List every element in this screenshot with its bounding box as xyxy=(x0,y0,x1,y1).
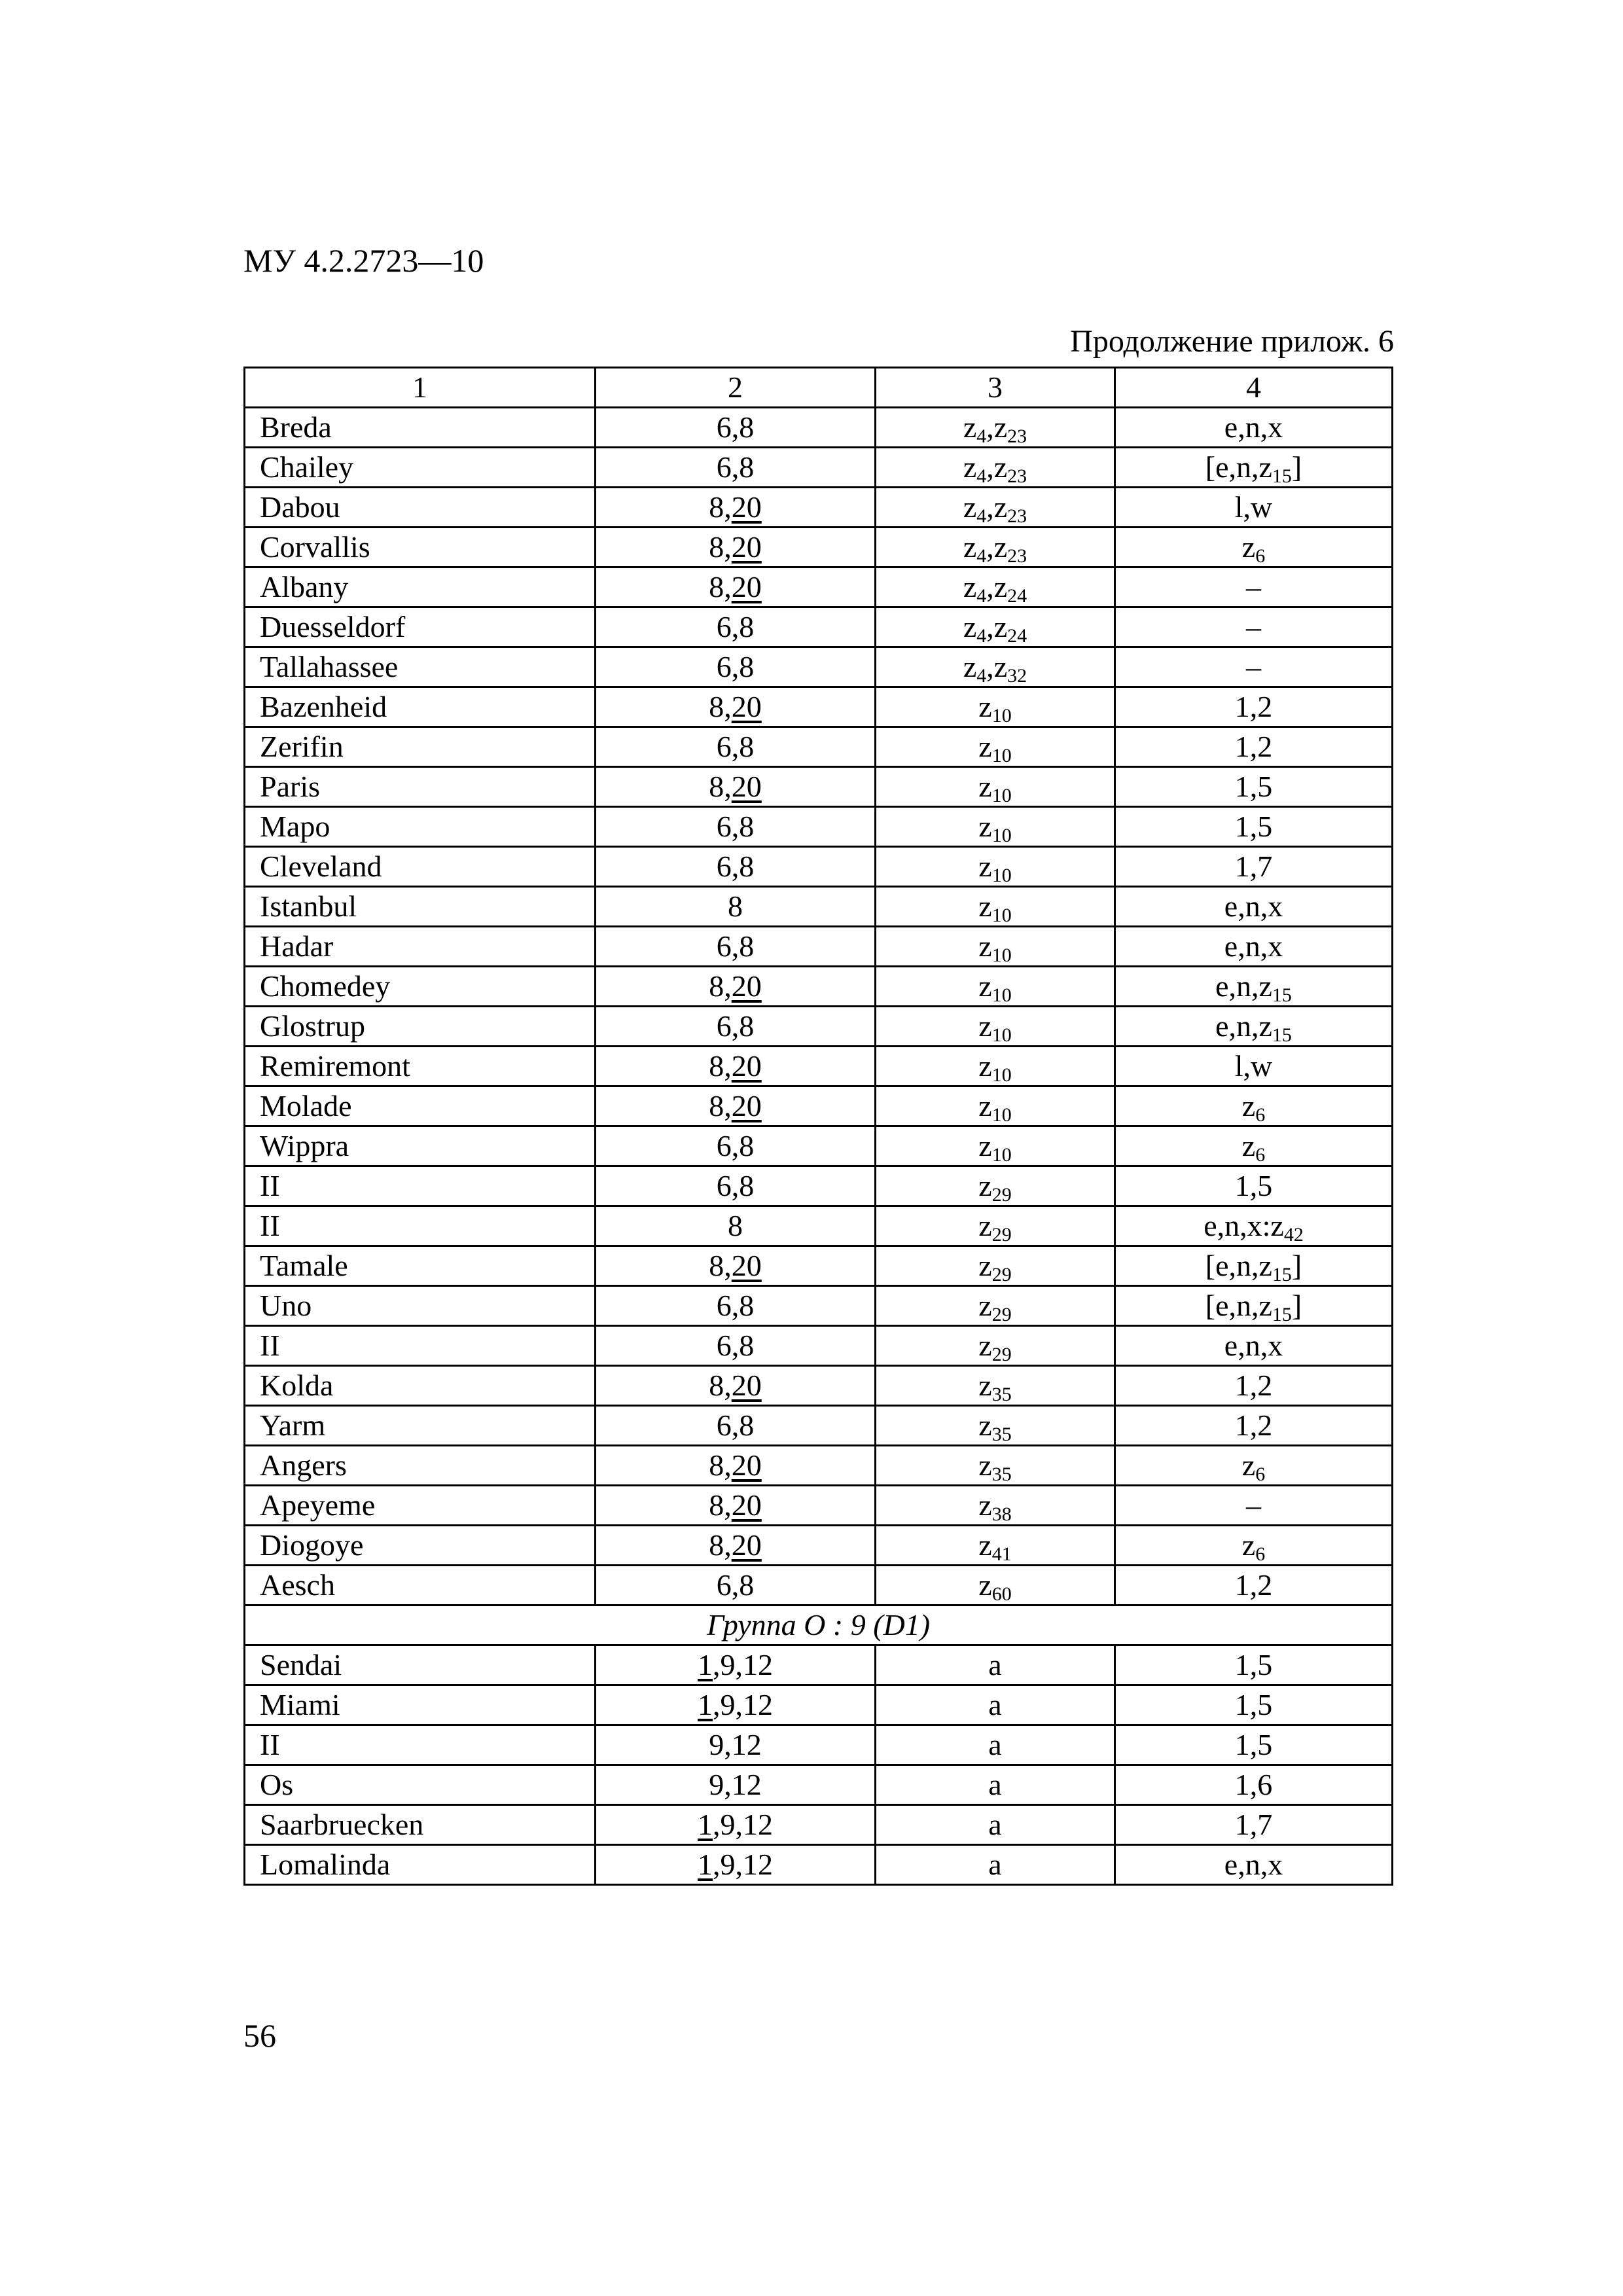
o-antigen-cell: 6,8 xyxy=(596,1406,876,1446)
h-antigen-phase1-cell: a xyxy=(876,1645,1115,1685)
h-antigen-phase2-cell: e,n,x xyxy=(1115,408,1393,448)
o-antigen-cell: 6,8 xyxy=(596,1166,876,1206)
serovar-name-cell: Istanbul xyxy=(245,887,596,927)
serovar-name-cell: Paris xyxy=(245,767,596,807)
h-antigen-phase2-cell: 1,5 xyxy=(1115,1645,1393,1685)
h-antigen-phase2-cell: 1,7 xyxy=(1115,1805,1393,1845)
serovar-name-cell: II xyxy=(245,1206,596,1246)
h-antigen-phase1-cell: $z_{29}$ xyxy=(876,1246,1115,1286)
table-row xyxy=(245,607,1393,647)
o-antigen-cell: 8,20 xyxy=(596,488,876,528)
group-header-row xyxy=(245,1605,1393,1645)
h-antigen-phase1-cell: $z_4,z_{24}$ xyxy=(876,607,1115,647)
h-antigen-phase2-cell: 1,2 xyxy=(1115,1366,1393,1406)
h-antigen-phase2-cell: 1,2 xyxy=(1115,727,1393,767)
o-antigen-cell: 8 xyxy=(596,887,876,927)
h-antigen-phase1-cell: $z_{10}$ xyxy=(876,1007,1115,1047)
serovar-name-cell: Duesseldorf xyxy=(245,607,596,647)
h-antigen-phase2-cell: $z_6$ xyxy=(1115,528,1393,567)
serovar-name-cell: Dabou xyxy=(245,488,596,528)
column-header-row xyxy=(245,368,1393,408)
o-antigen-cell: 6,8 xyxy=(596,807,876,847)
serovar-name-cell: Chomedey xyxy=(245,967,596,1007)
h-antigen-phase2-cell: $z_6$ xyxy=(1115,1086,1393,1126)
serovar-name-cell: Apeyeme xyxy=(245,1486,596,1526)
serovar-name-cell: Corvallis xyxy=(245,528,596,567)
h-antigen-phase2-cell: $e,n,z_{15}$ xyxy=(1115,1007,1393,1047)
table-row xyxy=(245,767,1393,807)
h-antigen-phase2-cell: – xyxy=(1115,607,1393,647)
o-antigen-cell: 1,9,12 xyxy=(596,1845,876,1885)
serovar-name-cell: Sendai xyxy=(245,1645,596,1685)
o-antigen-cell: 8,20 xyxy=(596,1486,876,1526)
h-antigen-phase1-cell: $z_{41}$ xyxy=(876,1526,1115,1566)
table-row xyxy=(245,1566,1393,1605)
o-antigen-cell: 8,20 xyxy=(596,767,876,807)
h-antigen-phase1-cell: $z_{29}$ xyxy=(876,1286,1115,1326)
serovar-name-cell: Breda xyxy=(245,408,596,448)
o-antigen-cell: 6,8 xyxy=(596,1007,876,1047)
h-antigen-phase1-cell: $z_{35}$ xyxy=(876,1406,1115,1446)
h-antigen-phase1-cell: $z_{35}$ xyxy=(876,1366,1115,1406)
group-label: Группа O : 9 (D1) xyxy=(245,1605,1393,1645)
table-row xyxy=(245,1685,1393,1725)
table-row xyxy=(245,408,1393,448)
table-row xyxy=(245,687,1393,727)
serovar-name-cell: Glostrup xyxy=(245,1007,596,1047)
h-antigen-phase2-cell: e,n,x xyxy=(1115,1845,1393,1885)
h-antigen-phase1-cell: $z_{10}$ xyxy=(876,887,1115,927)
serovar-name-cell: Chailey xyxy=(245,448,596,488)
serovar-name-cell: II xyxy=(245,1326,596,1366)
serovar-table xyxy=(243,367,1393,1886)
table-row xyxy=(245,847,1393,887)
h-antigen-phase2-cell: e,n,x xyxy=(1115,927,1393,967)
table-row xyxy=(245,647,1393,687)
h-antigen-phase2-cell: 1,6 xyxy=(1115,1765,1393,1805)
o-antigen-cell: 6,8 xyxy=(596,448,876,488)
o-antigen-cell: 9,12 xyxy=(596,1725,876,1765)
table-body xyxy=(245,368,1393,1885)
table-row xyxy=(245,1166,1393,1206)
table-row xyxy=(245,1645,1393,1685)
h-antigen-phase2-cell: – xyxy=(1115,567,1393,607)
h-antigen-phase1-cell: a xyxy=(876,1685,1115,1725)
o-antigen-cell: 8,20 xyxy=(596,687,876,727)
o-antigen-cell: 1,9,12 xyxy=(596,1805,876,1845)
table-row xyxy=(245,887,1393,927)
h-antigen-phase1-cell: $z_{29}$ xyxy=(876,1206,1115,1246)
h-antigen-phase1-cell: $z_{10}$ xyxy=(876,1126,1115,1166)
o-antigen-cell: 6,8 xyxy=(596,1566,876,1605)
table-row xyxy=(245,1805,1393,1845)
h-antigen-phase2-cell: 1,5 xyxy=(1115,1725,1393,1765)
h-antigen-phase1-cell: $z_{38}$ xyxy=(876,1486,1115,1526)
serovar-name-cell: Tallahassee xyxy=(245,647,596,687)
table-row xyxy=(245,1526,1393,1566)
table-row xyxy=(245,1845,1393,1885)
h-antigen-phase1-cell: $z_{10}$ xyxy=(876,967,1115,1007)
serovar-name-cell: II xyxy=(245,1166,596,1206)
h-antigen-phase1-cell: $z_{29}$ xyxy=(876,1326,1115,1366)
serovar-name-cell: Miami xyxy=(245,1685,596,1725)
serovar-name-cell: Uno xyxy=(245,1286,596,1326)
table-row xyxy=(245,528,1393,567)
h-antigen-phase1-cell: $z_{35}$ xyxy=(876,1446,1115,1486)
serovar-name-cell: Saarbruecken xyxy=(245,1805,596,1845)
serovar-name-cell: Albany xyxy=(245,567,596,607)
table-row xyxy=(245,1126,1393,1166)
h-antigen-phase1-cell: $z_{10}$ xyxy=(876,847,1115,887)
h-antigen-phase2-cell: 1,2 xyxy=(1115,687,1393,727)
table-row xyxy=(245,448,1393,488)
h-antigen-phase2-cell: 1,2 xyxy=(1115,1406,1393,1446)
h-antigen-phase2-cell: $z_6$ xyxy=(1115,1526,1393,1566)
h-antigen-phase1-cell: $z_{29}$ xyxy=(876,1166,1115,1206)
table-row xyxy=(245,807,1393,847)
o-antigen-cell: 6,8 xyxy=(596,1126,876,1166)
serovar-name-cell: Hadar xyxy=(245,927,596,967)
column-header-1: 1 xyxy=(245,368,596,408)
h-antigen-phase2-cell: $[e,n,z_{15}]$ xyxy=(1115,1286,1393,1326)
h-antigen-phase2-cell: 1,5 xyxy=(1115,1685,1393,1725)
table-row xyxy=(245,488,1393,528)
table-row xyxy=(245,1086,1393,1126)
o-antigen-cell: 8,20 xyxy=(596,1047,876,1086)
h-antigen-phase1-cell: $z_{10}$ xyxy=(876,1086,1115,1126)
h-antigen-phase2-cell: 1,5 xyxy=(1115,807,1393,847)
o-antigen-cell: 6,8 xyxy=(596,1286,876,1326)
serovar-name-cell: Yarm xyxy=(245,1406,596,1446)
serovar-name-cell: Bazenheid xyxy=(245,687,596,727)
serovar-name-cell: Cleveland xyxy=(245,847,596,887)
h-antigen-phase2-cell: l,w xyxy=(1115,1047,1393,1086)
table-row xyxy=(245,1486,1393,1526)
h-antigen-phase1-cell: $z_{10}$ xyxy=(876,1047,1115,1086)
h-antigen-phase1-cell: $z_4,z_{23}$ xyxy=(876,528,1115,567)
h-antigen-phase1-cell: $z_4,z_{23}$ xyxy=(876,488,1115,528)
h-antigen-phase1-cell: $z_{10}$ xyxy=(876,927,1115,967)
table-row xyxy=(245,1406,1393,1446)
o-antigen-cell: 6,8 xyxy=(596,727,876,767)
serovar-name-cell: Diogoye xyxy=(245,1526,596,1566)
column-header-3: 3 xyxy=(876,368,1115,408)
continuation-note: Продолжение прилож. 6 xyxy=(1070,324,1394,359)
o-antigen-cell: 8,20 xyxy=(596,1526,876,1566)
o-antigen-cell: 6,8 xyxy=(596,647,876,687)
h-antigen-phase2-cell: $z_6$ xyxy=(1115,1446,1393,1486)
table-row xyxy=(245,967,1393,1007)
h-antigen-phase2-cell: e,n,x xyxy=(1115,1326,1393,1366)
table-row xyxy=(245,1725,1393,1765)
h-antigen-phase1-cell: $z_4,z_{23}$ xyxy=(876,408,1115,448)
table-row xyxy=(245,1326,1393,1366)
table-row xyxy=(245,1206,1393,1246)
o-antigen-cell: 9,12 xyxy=(596,1765,876,1805)
serovar-name-cell: Os xyxy=(245,1765,596,1805)
o-antigen-cell: 1,9,12 xyxy=(596,1685,876,1725)
h-antigen-phase2-cell: e,n,x xyxy=(1115,887,1393,927)
o-antigen-cell: 6,8 xyxy=(596,927,876,967)
document-code: МУ 4.2.2723—10 xyxy=(243,242,484,279)
o-antigen-cell: 8 xyxy=(596,1206,876,1246)
table-row xyxy=(245,1446,1393,1486)
serovar-name-cell: Remiremont xyxy=(245,1047,596,1086)
h-antigen-phase2-cell: $[e,n,z_{15}]$ xyxy=(1115,448,1393,488)
h-antigen-phase1-cell: $z_{10}$ xyxy=(876,807,1115,847)
serovar-name-cell: Tamale xyxy=(245,1246,596,1286)
h-antigen-phase2-cell: – xyxy=(1115,1486,1393,1526)
h-antigen-phase1-cell: $z_4,z_{32}$ xyxy=(876,647,1115,687)
table-row xyxy=(245,1765,1393,1805)
h-antigen-phase2-cell: l,w xyxy=(1115,488,1393,528)
o-antigen-cell: 8,20 xyxy=(596,1246,876,1286)
o-antigen-cell: 6,8 xyxy=(596,408,876,448)
h-antigen-phase1-cell: $z_4,z_{24}$ xyxy=(876,567,1115,607)
serovar-name-cell: Molade xyxy=(245,1086,596,1126)
h-antigen-phase1-cell: a xyxy=(876,1765,1115,1805)
o-antigen-cell: 1,9,12 xyxy=(596,1645,876,1685)
serovar-name-cell: Zerifin xyxy=(245,727,596,767)
h-antigen-phase1-cell: a xyxy=(876,1805,1115,1845)
table-row xyxy=(245,567,1393,607)
table-row xyxy=(245,727,1393,767)
h-antigen-phase1-cell: $z_4,z_{23}$ xyxy=(876,448,1115,488)
serovar-name-cell: Aesch xyxy=(245,1566,596,1605)
serovar-name-cell: Lomalinda xyxy=(245,1845,596,1885)
page-number: 56 xyxy=(243,2017,276,2054)
h-antigen-phase1-cell: $z_{10}$ xyxy=(876,687,1115,727)
h-antigen-phase2-cell: $e,n,z_{15}$ xyxy=(1115,967,1393,1007)
table-row xyxy=(245,1246,1393,1286)
table-row xyxy=(245,1047,1393,1086)
h-antigen-phase2-cell: 1,2 xyxy=(1115,1566,1393,1605)
h-antigen-phase1-cell: $z_{10}$ xyxy=(876,727,1115,767)
h-antigen-phase2-cell: $[e,n,z_{15}]$ xyxy=(1115,1246,1393,1286)
o-antigen-cell: 8,20 xyxy=(596,1086,876,1126)
h-antigen-phase1-cell: a xyxy=(876,1725,1115,1765)
table-row xyxy=(245,1366,1393,1406)
serovar-name-cell: Kolda xyxy=(245,1366,596,1406)
h-antigen-phase2-cell: 1,7 xyxy=(1115,847,1393,887)
h-antigen-phase1-cell: $z_{10}$ xyxy=(876,767,1115,807)
h-antigen-phase2-cell: – xyxy=(1115,647,1393,687)
o-antigen-cell: 8,20 xyxy=(596,1446,876,1486)
o-antigen-cell: 6,8 xyxy=(596,607,876,647)
h-antigen-phase2-cell: 1,5 xyxy=(1115,1166,1393,1206)
serovar-name-cell: Mapo xyxy=(245,807,596,847)
o-antigen-cell: 8,20 xyxy=(596,567,876,607)
h-antigen-phase2-cell: $e,n,x:z_{42}$ xyxy=(1115,1206,1393,1246)
serovar-name-cell: II xyxy=(245,1725,596,1765)
o-antigen-cell: 8,20 xyxy=(596,528,876,567)
serovar-name-cell: Angers xyxy=(245,1446,596,1486)
table-row xyxy=(245,1286,1393,1326)
o-antigen-cell: 6,8 xyxy=(596,1326,876,1366)
table-row xyxy=(245,1007,1393,1047)
table-row xyxy=(245,927,1393,967)
h-antigen-phase1-cell: $z_{60}$ xyxy=(876,1566,1115,1605)
h-antigen-phase2-cell: 1,5 xyxy=(1115,767,1393,807)
h-antigen-phase2-cell: $z_6$ xyxy=(1115,1126,1393,1166)
h-antigen-phase1-cell: a xyxy=(876,1845,1115,1885)
column-header-2: 2 xyxy=(596,368,876,408)
o-antigen-cell: 8,20 xyxy=(596,1366,876,1406)
o-antigen-cell: 8,20 xyxy=(596,967,876,1007)
column-header-4: 4 xyxy=(1115,368,1393,408)
serovar-name-cell: Wippra xyxy=(245,1126,596,1166)
o-antigen-cell: 6,8 xyxy=(596,847,876,887)
